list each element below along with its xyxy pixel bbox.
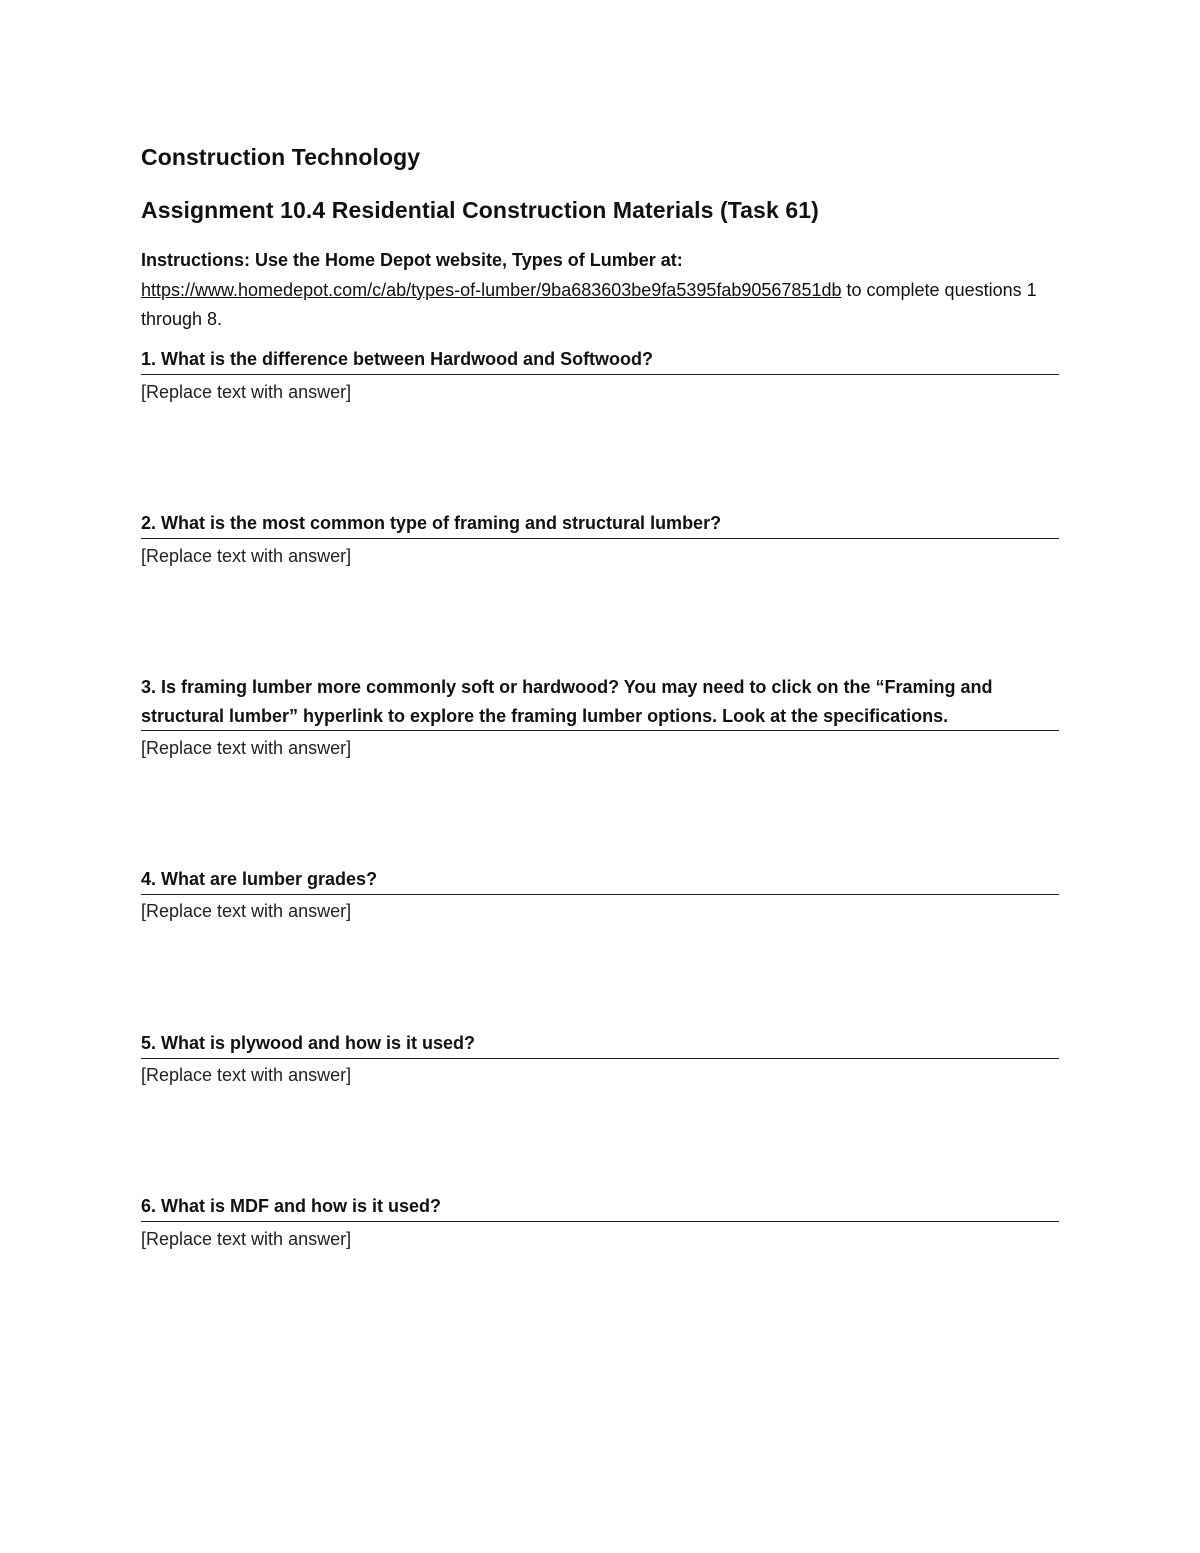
answer-4-field[interactable]: [Replace text with answer] bbox=[141, 901, 352, 921]
answer-5-field[interactable]: [Replace text with answer] bbox=[141, 1065, 352, 1085]
answer-3-field[interactable]: [Replace text with answer] bbox=[141, 738, 352, 758]
question-3: 3. Is framing lumber more commonly soft or hardwood? You may need to click on the “Framing and structural lumber” hyperlink to explore the framing lumber options. Look at the specifications. bbox=[141, 673, 1059, 731]
question-6: 6. What is MDF and how is it used? bbox=[141, 1192, 1059, 1222]
course-title: Construction Technology bbox=[141, 144, 421, 170]
assignment-title: Assignment 10.4 Residential Construction Materials (Task 61) bbox=[141, 197, 819, 223]
instructions bbox=[141, 246, 1061, 335]
question-4: 4. What are lumber grades? bbox=[141, 865, 1059, 895]
answer-2-field[interactable]: [Replace text with answer] bbox=[141, 546, 352, 566]
question-2: 2. What is the most common type of framing and structural lumber? bbox=[141, 509, 1059, 539]
instructions-lead: Instructions: Use the Home Depot website, Types of Lumber at: bbox=[141, 250, 683, 270]
lumber-types-link[interactable]: https://www.homedepot.com/c/ab/types-of-lumber/9ba683603be9fa5395fab90567851db bbox=[141, 279, 842, 300]
instructions-tail: to complete questions 1 through 8. bbox=[141, 279, 1037, 329]
question-1: 1. What is the difference between Hardwood and Softwood? bbox=[141, 345, 1059, 375]
question-5: 5. What is plywood and how is it used? bbox=[141, 1029, 1059, 1059]
answer-6-field[interactable]: [Replace text with answer] bbox=[141, 1229, 352, 1249]
answer-1-field[interactable]: [Replace text with answer] bbox=[141, 382, 352, 402]
